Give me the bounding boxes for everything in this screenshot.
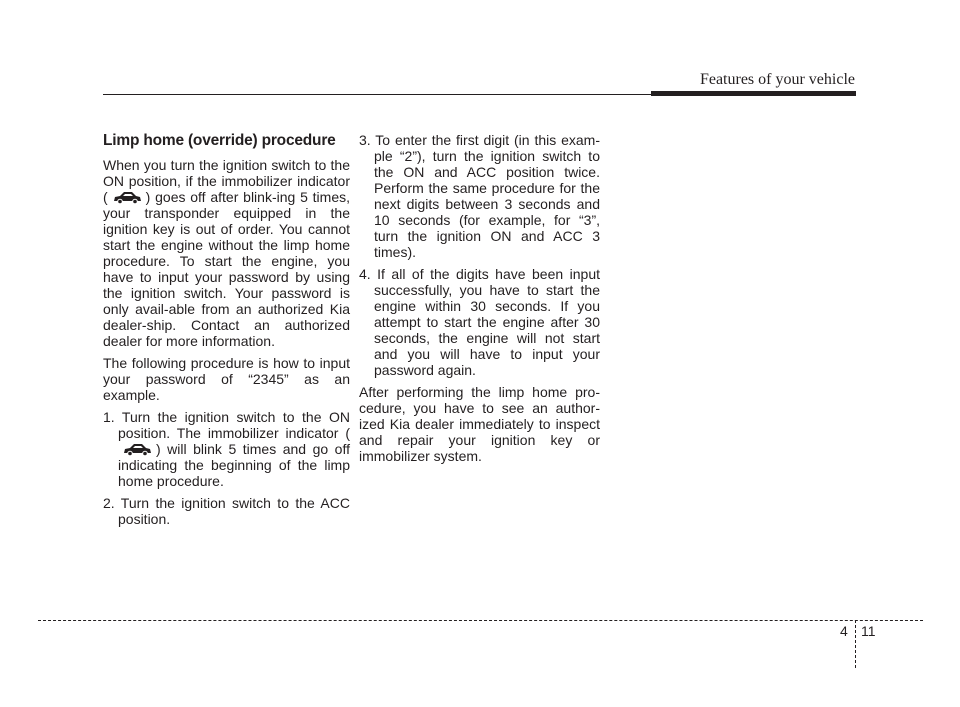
car-key-indicator-icon [111,190,143,204]
paragraph-example: The following procedure is how to input your password of “2345” as an example. [103,355,350,403]
right-column [359,132,600,470]
header-rule [103,94,651,95]
section-heading: Limp home (override) procedure [103,132,336,149]
footer-rule [38,620,923,621]
paragraph-intro-part2: ) goes off after blink-ing 5 times, your transponder equipped in the ignition key is out of order. You cannot start the engine without the limp home procedure. To start the engine, you have to input your password by using the ignition switch. Your password is only avail-able from an authorized Kia dealer-ship. Contact an authorized dealer for more information. [103,189,350,349]
step-1-part2: ) will blink 5 times and go off indicating the beginning of the limp home procedure. [118,441,350,489]
list-item-step-4: 4. If all of the digits have been input successfully, you have to start the engine within 30 seconds. If you attempt to start the engine after 30 seconds, the engine will not start and you will have to input your password again. [359,266,600,378]
list-item-step-2: 2. Turn the ignition switch to the ACC position. [103,495,350,527]
left-column [103,132,350,533]
paragraph-intro [103,157,350,349]
step-1-part1: 1. Turn the ignition switch to the ON position. The immobilizer indicator ( [103,409,350,441]
footer-divider [855,620,856,668]
car-key-indicator-icon [121,442,153,456]
page-number: 11 [861,623,876,639]
paragraph-intro-part1: When you turn the ignition switch to the ON position, if the immobilizer indicator ( [103,157,350,205]
page-header-title: Features of your vehicle [699,71,855,88]
list-item-step-1 [103,409,350,489]
list-item-step-3: 3. To enter the first digit (in this exam-ple “2”), turn the ignition switch to the ON and ACC position twice. Perform the same procedure for the next digits between 3 seconds and 10 seconds (for example, for “3”, turn the ignition ON and ACC 3 times). [359,132,600,260]
paragraph-closing: After performing the limp home pro-cedure, you have to see an author-ized Kia dealer immediately to inspect and repair your ignition key or immobilizer system. [359,384,600,464]
header-rule-thick [651,91,856,96]
chapter-number: 4 [840,623,848,639]
